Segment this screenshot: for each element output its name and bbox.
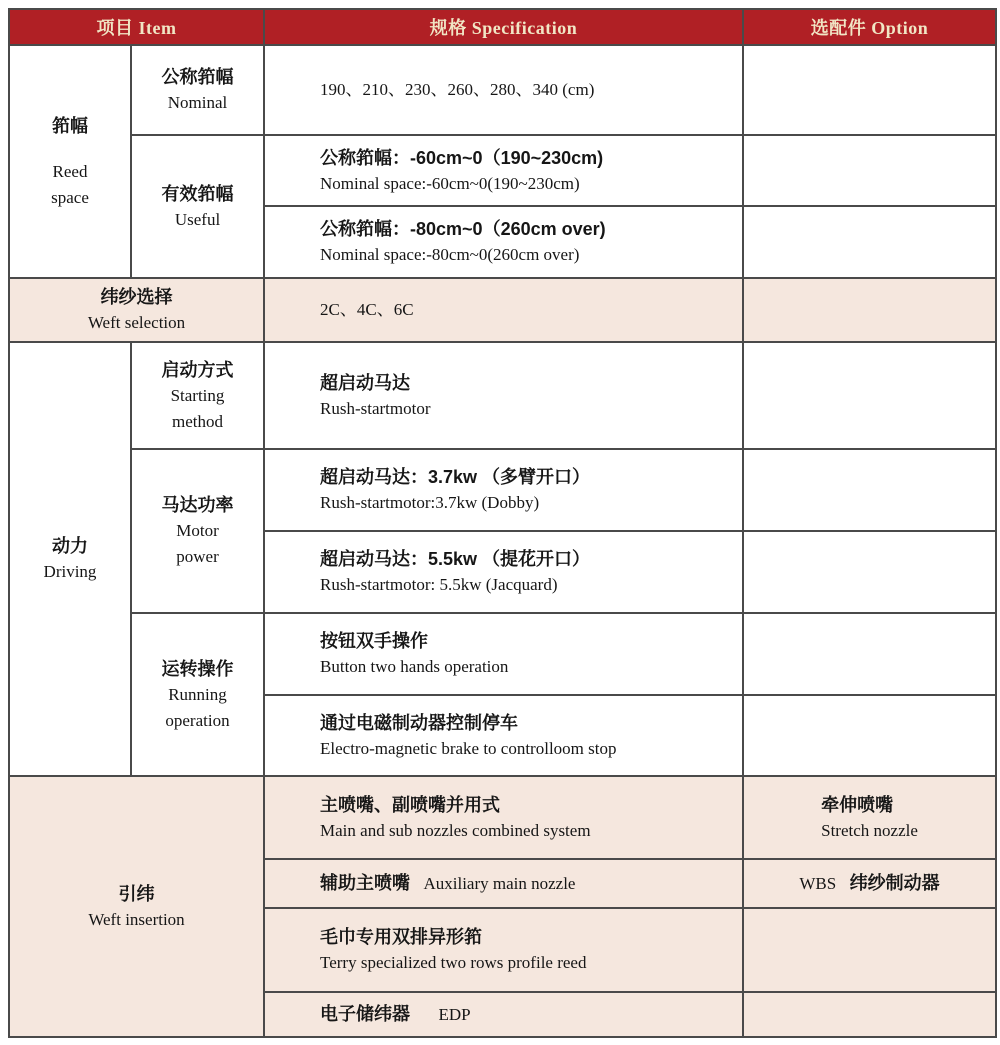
starting-spec-zh: 超启动马达	[320, 372, 411, 393]
header-specification-label: 规格 Specification	[429, 18, 578, 38]
useful-spec-80-zh: 公称筘幅：-80cm~0（260cm over)	[320, 219, 606, 239]
starting-spec-en: Rush-startmotor	[320, 398, 431, 418]
weft-selection-zh: 纬纱选择	[100, 287, 173, 307]
useful-spec-60-cell	[264, 135, 743, 206]
running-spec-brake-zh: 通过电磁制动器控制停车	[320, 712, 519, 733]
driving-zh: 动力	[52, 536, 88, 556]
row-reed-nominal	[9, 45, 996, 135]
reed-space-en: Reed space	[51, 161, 89, 207]
nozzles-spec-zh: 主喷嘴、副喷嘴并用式	[320, 794, 501, 815]
running-spec-brake-en: Electro-magnetic brake to controlloom stop	[320, 738, 617, 758]
nominal-option-cell	[743, 45, 996, 135]
useful-option-80-cell	[743, 206, 996, 278]
row-running-button	[9, 613, 996, 695]
useful-spec-60-zh: 公称筘幅：-60cm~0（190~230cm)	[320, 147, 604, 168]
motor-option-37-cell	[743, 449, 996, 531]
row-weft-insertion-nozzles	[9, 776, 996, 859]
running-option-brake-cell	[743, 695, 996, 776]
running-spec-brake-cell	[264, 695, 743, 776]
weft-selection-option-cell	[743, 278, 996, 342]
reed-space-zh: 筘幅	[52, 115, 88, 136]
starting-method-spec-cell	[264, 342, 743, 449]
starting-method-en: Starting method	[170, 385, 225, 431]
row-motor-power-37	[9, 449, 996, 531]
motor-option-55-cell	[743, 531, 996, 613]
useful-spec-80-en: Nominal space:-80cm~0(260cm over)	[320, 245, 580, 264]
starting-method-label-cell	[131, 342, 264, 449]
driving-group-cell	[9, 342, 131, 776]
running-spec-button-en: Button two hands operation	[320, 657, 509, 676]
row-weft-selection	[9, 278, 996, 342]
header-specification-cell	[264, 9, 743, 45]
weft-selection-spec-text: 2C、4C、6C	[320, 300, 414, 319]
starting-method-option-cell	[743, 342, 996, 449]
header-item-cell	[9, 9, 264, 45]
auxiliary-nozzle-spec-cell	[264, 859, 743, 908]
row-reed-useful-60	[9, 135, 996, 206]
driving-en: Driving	[43, 562, 97, 581]
edp-en: EDP	[438, 1004, 471, 1024]
auxiliary-nozzle-zh: 辅助主喷嘴	[320, 872, 411, 893]
motor-spec-37-en: Rush-startmotor:3.7kw (Dobby)	[320, 493, 540, 512]
reed-space-group-cell	[9, 45, 131, 278]
edp-zh: 电子储纬器	[320, 1003, 411, 1024]
nominal-zh: 公称筘幅	[161, 67, 234, 87]
running-option-button-cell	[743, 613, 996, 695]
nominal-spec-text: 190、210、230、260、280、340 (cm)	[320, 80, 595, 99]
header-item-label: 项目 Item	[96, 18, 177, 38]
nominal-label-cell	[131, 45, 264, 135]
motor-power-en: Motor power	[176, 521, 219, 566]
header-option-cell	[743, 9, 996, 45]
motor-spec-55-en: Rush-startmotor: 5.5kw (Jacquard)	[320, 575, 558, 594]
running-spec-button-cell	[264, 613, 743, 695]
running-operation-en: Running operation	[165, 684, 230, 730]
starting-method-zh: 启动方式	[161, 359, 234, 380]
running-spec-button-zh: 按钮双手操作	[320, 631, 429, 651]
terry-reed-en: Terry specialized two rows profile reed	[320, 953, 587, 972]
weft-selection-en: Weft selection	[87, 313, 186, 332]
weft-insertion-zh: 引纬	[118, 883, 155, 904]
nominal-en: Nominal	[167, 93, 228, 112]
header-row	[9, 9, 996, 45]
stretch-nozzle-option-cell	[743, 776, 996, 859]
weft-selection-label-cell	[9, 278, 264, 342]
nozzles-spec-en: Main and sub nozzles combined system	[320, 820, 591, 840]
stretch-nozzle-zh: 牵伸喷嘴	[821, 794, 894, 815]
motor-spec-55-cell	[264, 531, 743, 613]
useful-label-cell	[131, 135, 264, 278]
nozzles-spec-cell	[264, 776, 743, 859]
useful-en: Useful	[174, 209, 221, 229]
useful-spec-80-cell	[264, 206, 743, 278]
motor-spec-37-cell	[264, 449, 743, 531]
weft-insertion-label-cell	[9, 776, 264, 1037]
motor-power-zh: 马达功率	[161, 495, 234, 515]
motor-power-label-cell	[131, 449, 264, 613]
terry-reed-zh: 毛巾专用双排异形筘	[320, 927, 483, 947]
terry-reed-option-cell	[743, 908, 996, 992]
header-option-label: 选配件 Option	[810, 18, 929, 38]
row-starting-method	[9, 342, 996, 449]
running-operation-zh: 运转操作	[161, 658, 234, 679]
auxiliary-nozzle-en: Auxiliary main nozzle	[423, 873, 576, 893]
specification-table	[8, 8, 997, 1038]
useful-zh: 有效筘幅	[161, 183, 234, 204]
wbs-brake-en: WBS	[799, 873, 837, 893]
edp-option-cell	[743, 992, 996, 1037]
wbs-brake-option-cell	[743, 859, 996, 908]
running-operation-label-cell	[131, 613, 264, 776]
weft-selection-spec-cell	[264, 278, 743, 342]
nominal-spec-cell	[264, 45, 743, 135]
weft-insertion-en: Weft insertion	[88, 909, 185, 929]
stretch-nozzle-en: Stretch nozzle	[821, 820, 918, 840]
wbs-brake-zh: 纬纱制动器	[849, 872, 940, 893]
edp-spec-cell	[264, 992, 743, 1037]
terry-reed-spec-cell	[264, 908, 743, 992]
useful-spec-60-en: Nominal space:-60cm~0(190~230cm)	[320, 173, 580, 193]
motor-spec-55-zh: 超启动马达：5.5kw （提花开口）	[320, 549, 591, 569]
motor-spec-37-zh: 超启动马达：3.7kw （多臂开口）	[320, 467, 591, 487]
useful-option-60-cell	[743, 135, 996, 206]
